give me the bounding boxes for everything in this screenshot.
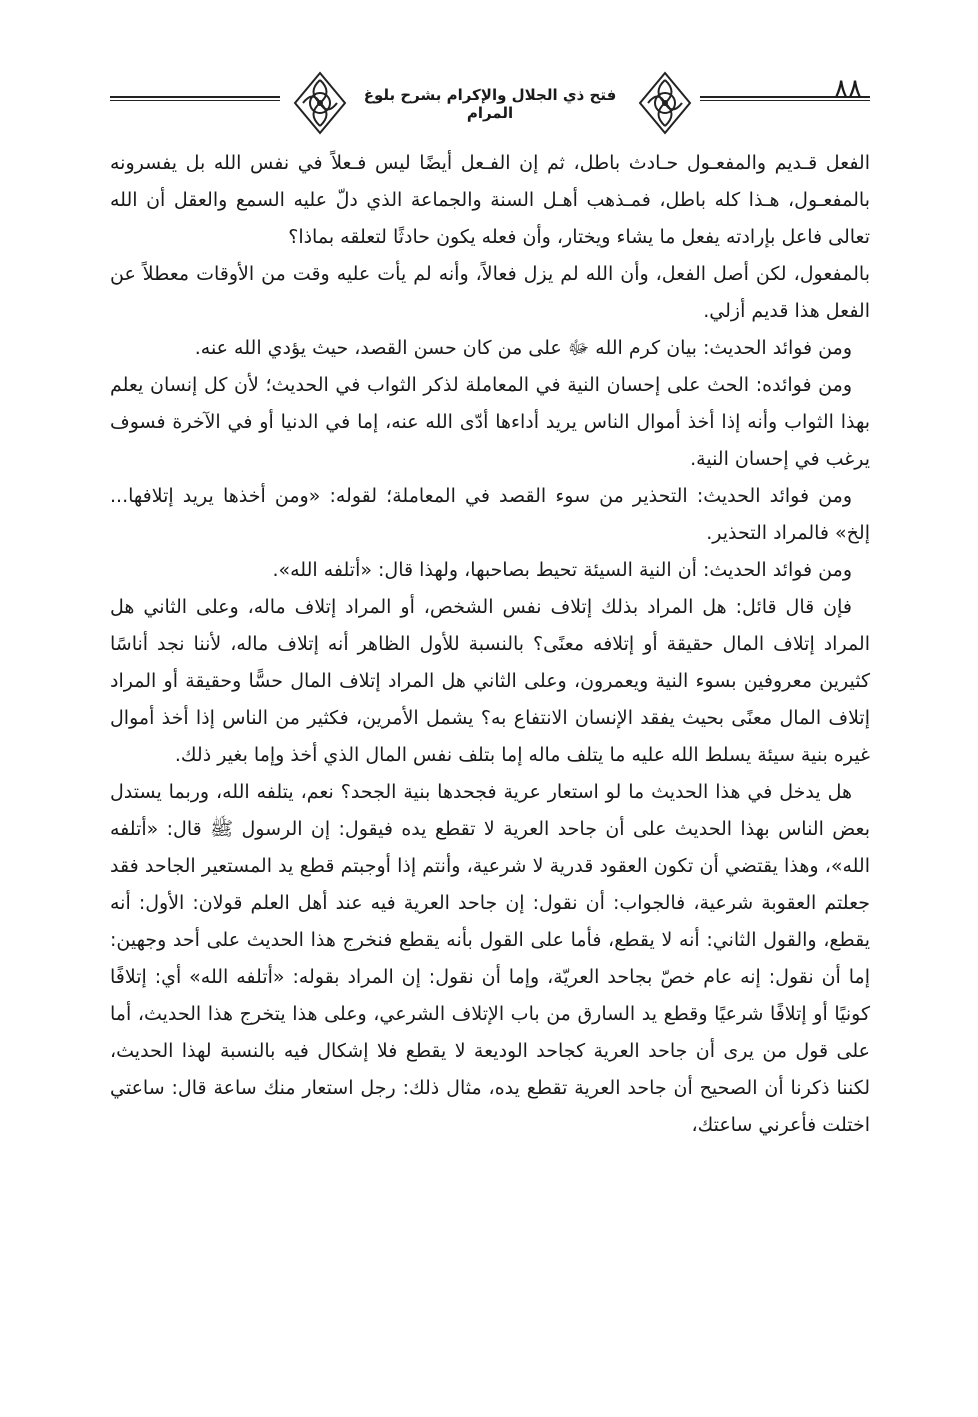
ornament-right-icon bbox=[630, 68, 700, 138]
paragraph: هل يدخل في هذا الحديث ما لو استعار عرية فجحدها بنية الجحد؟ نعم، يتلفه الله، وربما يستدل بعض الناس بهذا الحديث على أن جاحد العرية لا تقطع يده فيقول: إن الرسول ﷺ قال: «أتلفه الله»، وهذا يقتضي أن تكون العقود قدرية لا شرعية، وأنتم إذا أوجبتم قطع يد المستعير الجاحد فقد جعلتم العقوبة شرعية، فالجواب: أن نقول: إن جاحد العرية فيه عند أهل العلم قولان: الأول: أنه يقطع، والقول الثاني: أنه لا يقطع، فأما على القول بأنه يقطع فنخرج هذا الحديث على أحد وجهين: إما أن نقول: إنه عام خصّ بجاحد العريّة، وإما أن نقول: إن المراد بقوله: «أتلفه الله» أي: إتلافًا كونيًا أو إتلافًا شرعيًا وقطع يد السارق من باب الإتلاف الشرعي، وعلى هذا يتخرج هذا الحديث، أما على قول من يرى أن جاحد العرية كجاحد الوديعة لا يقطع فلا إشكال فيه بالنسبة لهذا الحديث، لكننا ذكرنا أن الصحيح أن جاحد العرية تقطع يده، مثال ذلك: رجل استعار منك ساعة قال: ساعتي اختلت فأعرني ساعتك، bbox=[110, 781, 870, 1136]
header-rule-left bbox=[110, 96, 280, 102]
page-header bbox=[110, 68, 870, 150]
paragraph: بالمفعول، لكن أصل الفعل، وأن الله لم يزل فعالاً، وأنه لم يأت عليه وقت من الأوقات معطلاً عن الفعل هذا قديم أزلي. bbox=[110, 263, 870, 322]
paragraph: ومن فوائد الحديث: التحذير من سوء القصد في المعاملة؛ لقوله: «ومن أخذها يريد إتلافها... إلخ» فالمراد التحذير. bbox=[110, 485, 870, 544]
paragraph: ومن فوائد الحديث: بيان كرم الله ﷻ على من كان حسن القصد، حيث يؤدي الله عنه. bbox=[194, 337, 852, 359]
paragraph: ومن فوائده: الحث على إحسان النية في المعاملة لذكر الثواب في الحديث؛ لأن كل إنسان يعلم بهذا الثواب وأنه إذا أخذ أموال الناس يريد أداءها أدّى الله عنه، إما في الدنيا أو في الآخرة فسوف يرغب في إحسان النية. bbox=[110, 374, 870, 470]
paragraph: فإن قال قائل: هل المراد بذلك إتلاف نفس الشخص، أو المراد إتلاف ماله، وعلى الثاني هل المراد إتلاف المال حقيقة أو إتلافه معنًى؟ بالنسبة للأول الظاهر أنه إتلاف ماله، لأننا نجد أناسًا كثيرين معروفين بسوء النية ويعمرون، وعلى الثاني هل المراد إتلاف المال حسًّا وحقيقة أو المراد إتلاف المال معنًى بحيث يفقد الإنسان الانتفاع به؟ يشمل الأمرين، فكثير من الناس إذا أخذ أموال غيره بنية سيئة يسلط الله عليه ما يتلف ماله إما بتلف نفس المال الذي أخذ وإما بغير ذلك. bbox=[110, 596, 870, 766]
paragraph: ومن فوائد الحديث: أن النية السيئة تحيط بصاحبها، ولهذا قال: «أتلفه الله». bbox=[272, 559, 852, 581]
page-number: ٨٨ bbox=[834, 74, 862, 104]
ornament-left-icon bbox=[285, 68, 355, 138]
body-text bbox=[110, 145, 870, 1144]
paragraph: الفعل قـديم والمفعـول حـادث باطل، ثم إن الفـعل أيضًا ليس فـعلاً في نفس الله بل يفسرونه بالمفعـول، هـذا كله باطل، فمـذهب أهـل السنة والجماعة الذي دلّ عليه السمع والعقل أن الله تعالى فاعل بإرادته يفعل ما يشاء ويختار، وأن فعله يكون حادثًا لتعلقه بماذا؟ bbox=[110, 152, 870, 248]
book-title: فتح ذي الجلال والإكرام بشرح بلوغ المرام bbox=[363, 86, 617, 122]
